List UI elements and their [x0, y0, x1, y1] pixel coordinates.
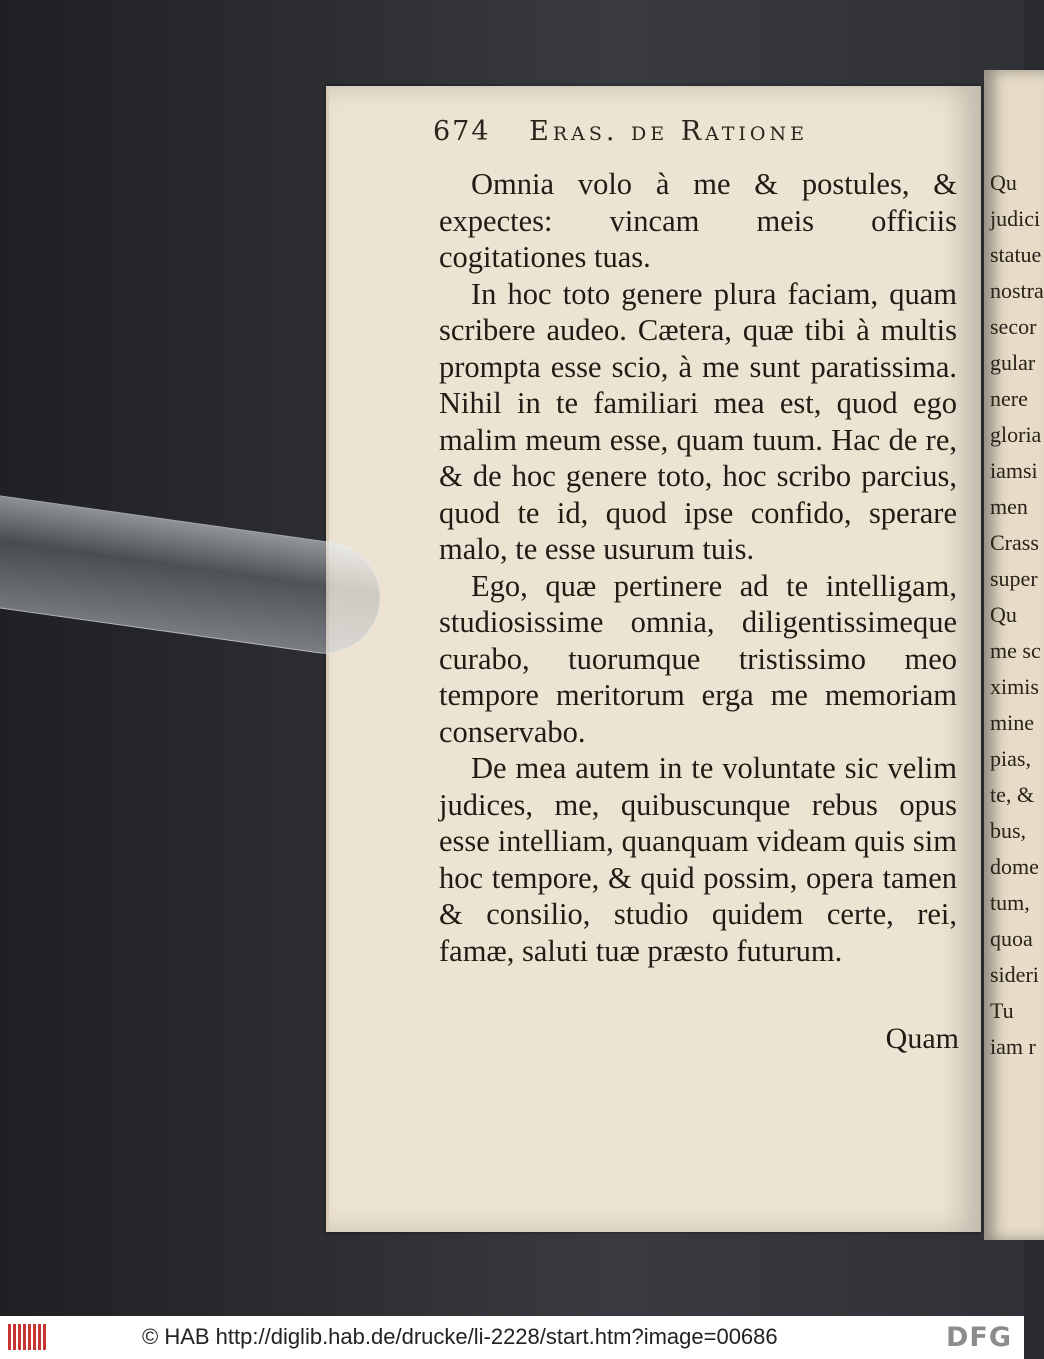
dfg-logo: DFG — [945, 1322, 1012, 1353]
paragraph: De mea autem in te voluntate sic velim judices, me, quibuscunque rebus opus esse intelliam, quanquam videam quis sim hoc tempore, & quid possim, opera tamen & consilio, studio quidem certe, rei, famæ, saluti tuæ præsto futurum. — [439, 751, 957, 968]
facing-page-fragment: sideri — [990, 962, 1039, 987]
facing-page-fragment: iam r — [990, 1034, 1036, 1059]
facing-page-fragment: nere — [990, 386, 1028, 411]
facing-page-fragment: men — [990, 494, 1028, 519]
facing-page-fragment: gular — [990, 350, 1036, 375]
facing-page-fragment: judici — [990, 206, 1041, 231]
facing-page-fragment: Crass — [990, 530, 1039, 555]
facing-page-fragment: dome — [990, 854, 1039, 879]
page-header — [433, 116, 953, 147]
facing-page-fragment: pias, — [990, 746, 1031, 771]
facing-page-fragment: Qu — [990, 602, 1017, 627]
catchword: Quam — [885, 1022, 959, 1055]
copyright-link[interactable]: © HAB http://diglib.hab.de/drucke/li-2228/start.htm?image=00686 — [142, 1324, 778, 1349]
facing-page-fragment: me sc — [990, 638, 1041, 663]
facing-page-fragment: mine — [990, 710, 1034, 735]
facing-page-fragment: Qu — [990, 170, 1017, 195]
running-head: Eras. de Ratione — [529, 116, 809, 147]
facing-page-fragment: super — [990, 566, 1038, 591]
facing-page-fragment: statue — [990, 242, 1042, 267]
paragraph: In hoc toto genere plura faciam, quam scribere audeo. Cætera, quæ tibi à multis prompta esse scio, à me sunt paratissima. Nihil in te familiari mea est, quod ego malim meum esse, quam tuum. Hac de re, & de hoc genere toto, hoc scribo parcius, quod te id, quod ipse confido, sperare malo, te esse usurum tuis. — [439, 276, 957, 566]
facing-page-fragment: nostra — [990, 278, 1044, 303]
facing-page-fragment: Tu — [990, 998, 1014, 1023]
facing-page-fragment: bus, — [990, 818, 1027, 843]
facing-page-fragment: quoa — [990, 926, 1033, 951]
facing-page-fragment: te, & — [990, 782, 1034, 807]
facing-page-fragment: tum, — [990, 890, 1030, 915]
paragraph: Ego, quæ pertinere ad te intelligam, studiosissime omnia, diligentissimeque curabo, tuorumque tristissimo meo tempore meritorum erga me memoriam conservabo. — [439, 568, 957, 749]
page-number: 674 — [433, 116, 491, 147]
footer-bar — [0, 1316, 1024, 1359]
paragraph: Omnia volo à me & postules, & expectes: vincam meis officiis cogitationes tuas. — [439, 167, 957, 274]
facing-page-fragment: iamsi — [990, 458, 1038, 483]
facing-page-fragment: secor — [990, 314, 1037, 339]
facing-page-fragment: ximis — [990, 674, 1039, 699]
body-text — [439, 166, 957, 969]
facing-page-edge — [984, 70, 1044, 1240]
barcode-icon — [8, 1324, 48, 1350]
facing-page-fragment: gloria — [990, 422, 1042, 447]
book-page — [326, 86, 981, 1232]
